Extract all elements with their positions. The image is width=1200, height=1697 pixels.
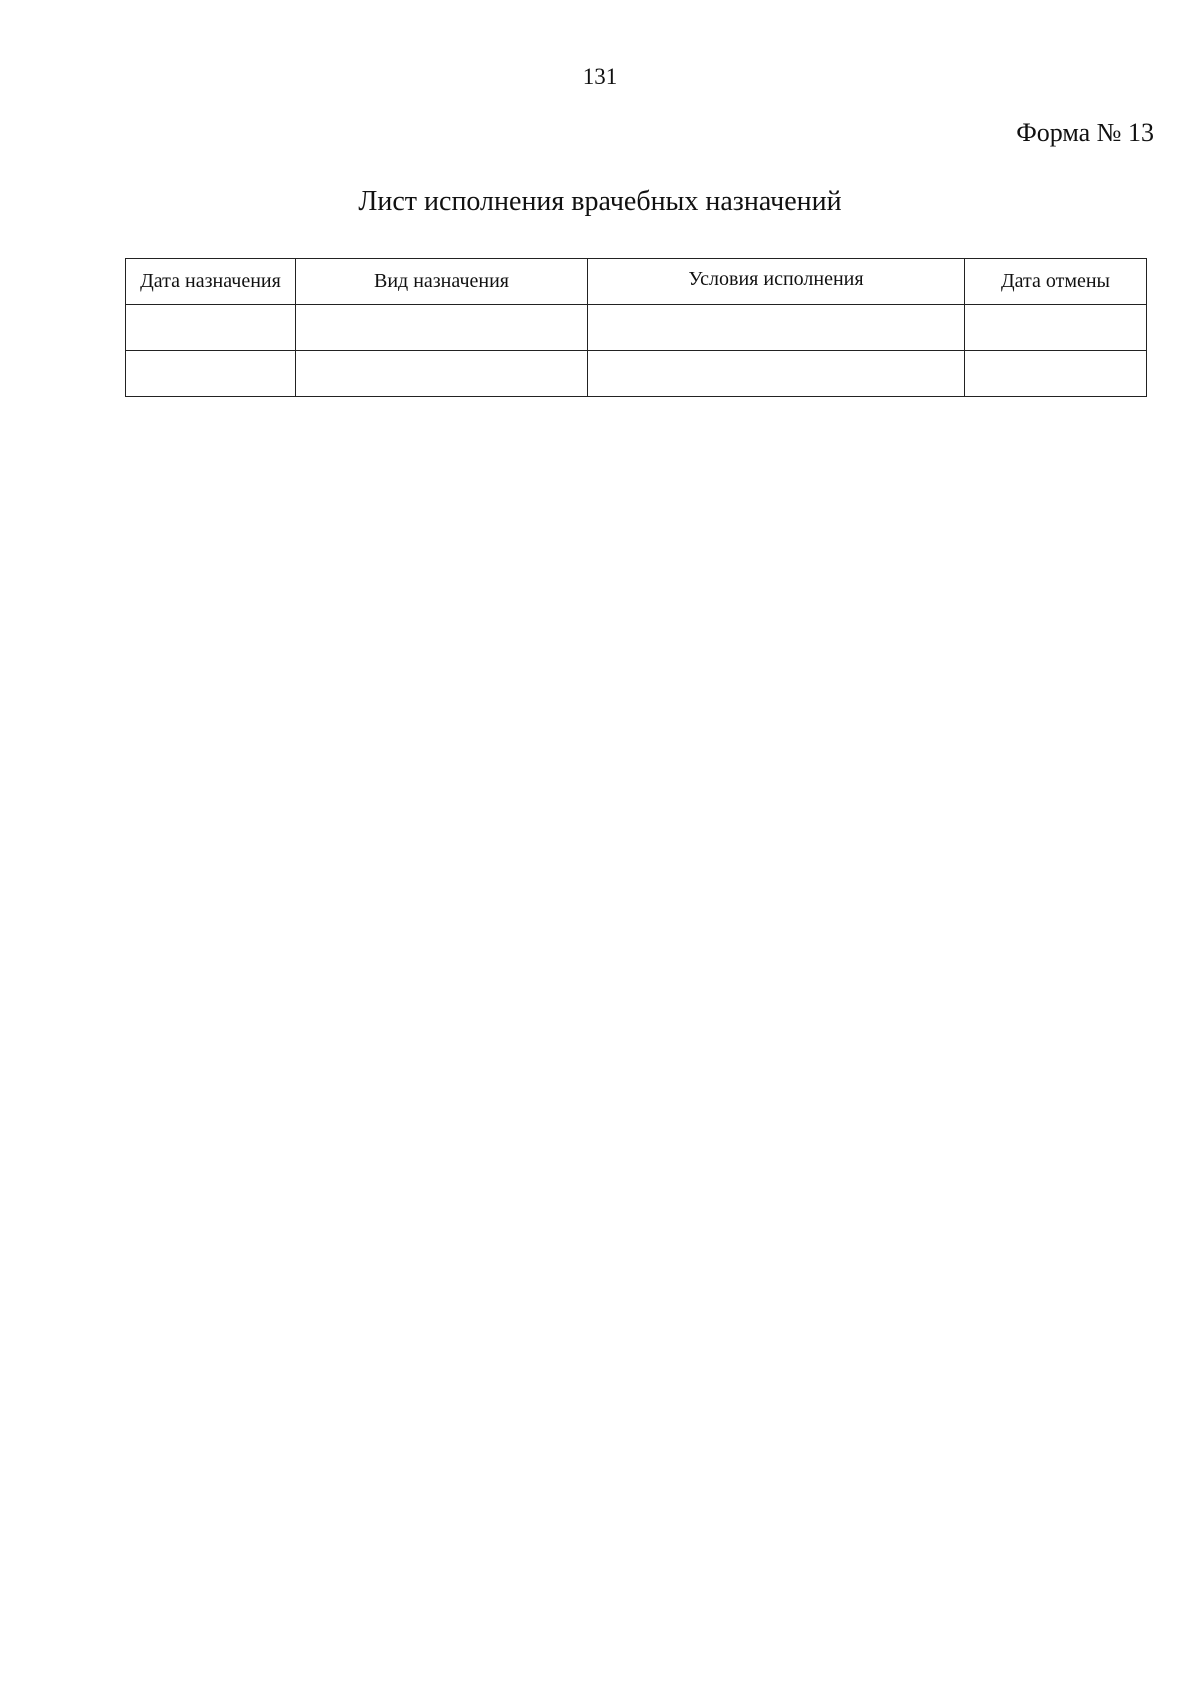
table-cell xyxy=(296,305,588,351)
header-cancellation-date xyxy=(965,259,1147,305)
header-prescription-date-label: Дата назначения xyxy=(140,270,281,292)
table-row xyxy=(126,351,1147,397)
form-number-label: Форма № 13 xyxy=(1016,118,1154,147)
table-cell xyxy=(296,351,588,397)
table-row xyxy=(126,305,1147,351)
header-prescription-type-label: Вид назначения xyxy=(373,270,510,292)
prescriptions-table xyxy=(125,258,1147,397)
table-cell xyxy=(965,351,1147,397)
header-execution-conditions-label: Условия исполнения xyxy=(688,268,864,290)
document-title: Лист исполнения врачебных назначений xyxy=(358,186,842,217)
table-cell xyxy=(126,351,296,397)
header-cancellation-date-label: Дата отмены xyxy=(1000,270,1110,292)
header-prescription-type xyxy=(296,259,588,305)
header-prescription-date xyxy=(126,259,296,305)
table-cell xyxy=(965,305,1147,351)
table-cell xyxy=(126,305,296,351)
page-number: 131 xyxy=(582,64,618,89)
table-cell xyxy=(588,305,965,351)
table-cell xyxy=(588,351,965,397)
header-execution-conditions xyxy=(588,259,965,305)
table-header-row xyxy=(126,259,1147,305)
